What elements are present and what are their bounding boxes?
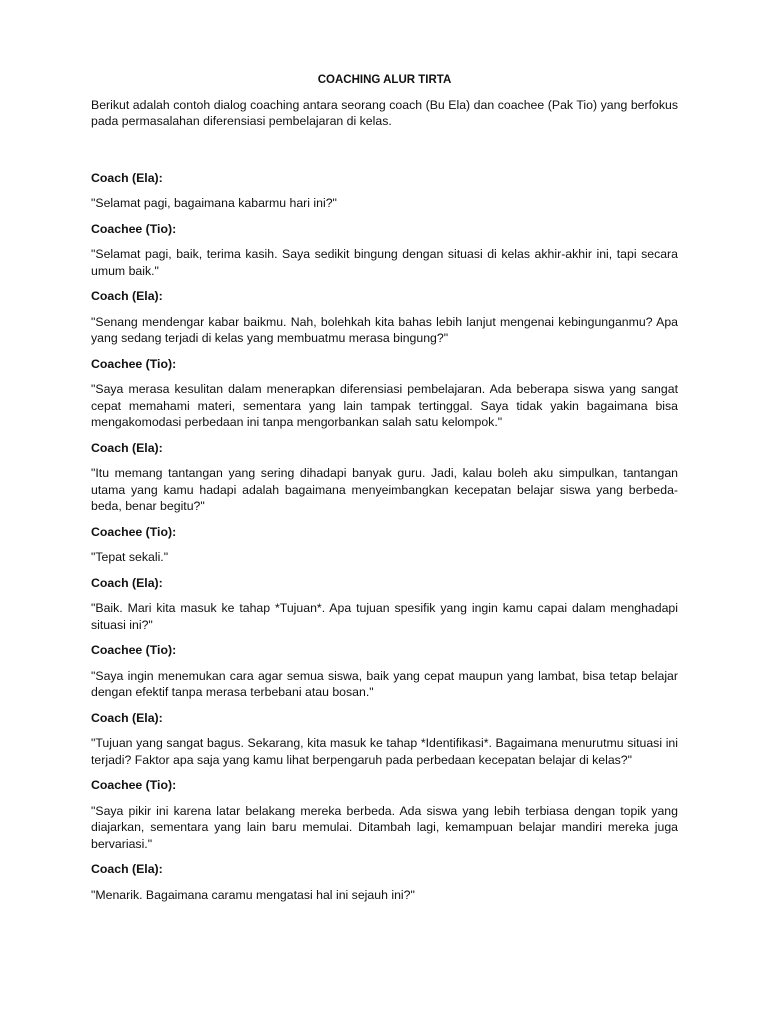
dialogue-line: "Tepat sekali."	[91, 550, 169, 564]
speaker-label: Coach (Ela):	[91, 862, 163, 876]
document-title: COACHING ALUR TIRTA	[317, 74, 452, 86]
dialogue-line: "Baik. Mari kita masuk ke tahap *Tujuan*. Apa tujuan spesifik yang ingin kamu capai dalam menghadapi situasi ini?"	[91, 601, 678, 632]
dialogue-line: "Menarik. Bagaimana caramu mengatasi hal ini sejauh ini?"	[91, 887, 415, 902]
intro-paragraph: Berikut adalah contoh dialog coaching antara seorang coach (Bu Ela) dan coachee (Pak Tio) yang berfokus pada permasalahan diferensiasi pembelajaran di kelas.	[91, 97, 678, 128]
speaker-label: Coachee (Tio):	[91, 221, 177, 236]
speaker-label: Coach (Ela):	[91, 289, 163, 303]
speaker-label: Coachee (Tio):	[91, 524, 177, 539]
dialogue-line: "Saya ingin menemukan cara agar semua siswa, baik yang cepat maupun yang lambat, bisa tetap belajar dengan efektif tanpa merasa terbebani atau bosan."	[91, 668, 678, 699]
dialogue-line: "Selamat pagi, bagaimana kabarmu hari ini?"	[91, 196, 337, 210]
speaker-label: Coach (Ela):	[91, 710, 163, 725]
document-content	[91, 72, 678, 912]
speaker-label: Coachee (Tio):	[91, 643, 177, 657]
dialogue-line: "Saya merasa kesulitan dalam menerapkan diferensiasi pembelajaran. Ada beberapa siswa yang sangat cepat memahami materi, sementara yang lain tampak tertinggal. Saya tidak yakin bagaimana bisa mengakomodasi perbedaan ini tanpa mengorbankan salah satu kelompok."	[91, 382, 678, 429]
speaker-label: Coach (Ela):	[91, 575, 163, 590]
dialogue-line: "Saya pikir ini karena latar belakang mereka berbeda. Ada siswa yang lebih terbiasa dengan topik yang diajarkan, sementara yang lain baru memulai. Ditambah lagi, kemampuan belajar mandiri mereka juga bervariasi."	[91, 803, 678, 851]
dialogue-line: "Tujuan yang sangat bagus. Sekarang, kita masuk ke tahap *Identifikasi*. Bagaimana menurutmu situasi ini terjadi? Faktor apa saja yang kamu lihat berpengaruh pada perbedaan kecepatan belajar di kelas?"	[91, 736, 678, 767]
speaker-label: Coach (Ela):	[91, 170, 163, 185]
speaker-label: Coach (Ela):	[91, 440, 163, 455]
dialogue-line: "Itu memang tantangan yang sering dihadapi banyak guru. Jadi, kalau boleh aku simpulkan, tantangan utama yang kamu hadapi adalah bagaimana menyeimbangkan kecepatan belajar siswa yang berbeda-beda, benar begitu?"	[91, 466, 678, 513]
dialogue-line: "Selamat pagi, baik, terima kasih. Saya sedikit bingung dengan situasi di kelas akhir-akhir ini, tapi secara umum baik."	[91, 247, 678, 278]
speaker-label: Coachee (Tio):	[91, 356, 177, 371]
dialogue-line: "Senang mendengar kabar baikmu. Nah, bolehkah kita bahas lebih lanjut mengenai kebingunganmu? Apa yang sedang terjadi di kelas yang membuatmu merasa bingung?"	[91, 314, 678, 345]
speaker-label: Coachee (Tio):	[91, 778, 177, 792]
